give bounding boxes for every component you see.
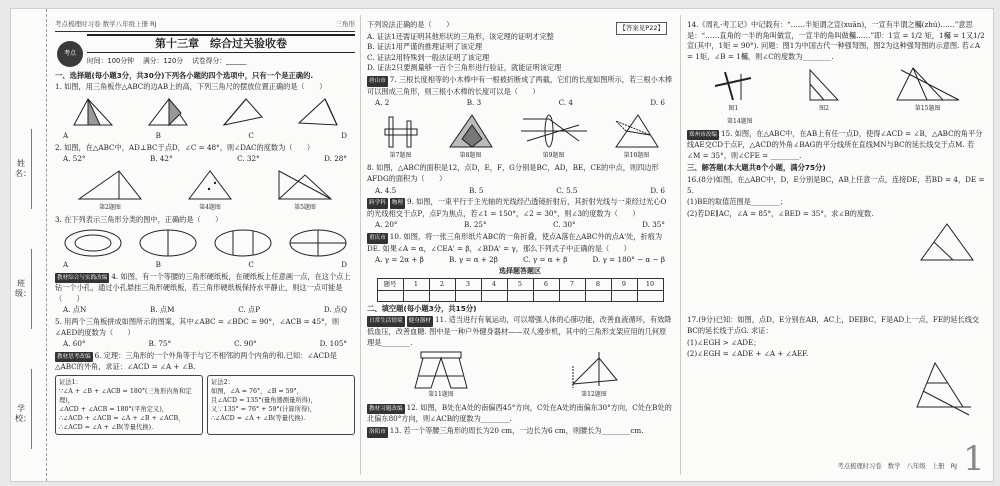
- option: C. 证法2用特殊到一般法证明了该定理: [367, 52, 490, 62]
- answer-grid-title: 选择题答题区: [499, 266, 541, 275]
- answer-grid-header: [377, 279, 663, 291]
- option: B. 5: [469, 185, 484, 195]
- q17-figure: [913, 361, 973, 417]
- q10-figure: [612, 111, 662, 151]
- question-13: [367, 426, 673, 438]
- question-tag: 教材习题改编: [367, 404, 405, 415]
- grid-cell: 8: [585, 279, 611, 291]
- option: B. 证法1用严谨的推理证明了该定理: [367, 42, 483, 52]
- option: C. 4: [558, 98, 573, 108]
- answer-cell[interactable]: [611, 290, 637, 301]
- question-tag: 洛阳市: [367, 427, 388, 438]
- proof-line: ∴∠ACD + ∠ACB = ∠A + ∠B + ∠ACB，: [59, 414, 185, 422]
- answer-grid-row: [377, 290, 663, 301]
- figure-caption: 第8题图: [459, 151, 482, 159]
- option: A. 4.5: [375, 185, 397, 195]
- page-number: 1: [963, 439, 985, 479]
- option: D. 证法2只要测量够一百个三角形进行验证，就能证明该定理: [367, 63, 562, 73]
- column-divider: [680, 15, 681, 475]
- option: C: [248, 130, 254, 140]
- question-10: [367, 232, 673, 254]
- publisher-logo: 考点: [57, 41, 83, 67]
- question-16: 16.(8分)如图，在△ABC中，D，E分别是BC，AB上任意一点，连接DE，若BD = 4，DE = 5.: [687, 174, 985, 195]
- column-1: [55, 19, 355, 459]
- q7-figure: [379, 111, 423, 151]
- q1-figure-d: [295, 95, 341, 129]
- question-text: 13. 若一个等腰三角形的周长为20 cm，一边长为6 cm，则腰长为________cm.: [389, 426, 644, 436]
- option: D. 28°: [324, 154, 347, 164]
- question-3: 3. 在下列表示三角形分类的图中，正确的是（ ）: [55, 215, 223, 225]
- question-16-part2: (2)若DE∥AC，∠A = 85°，∠BED = 35°，求∠B的度数.: [687, 208, 874, 218]
- school-label: 学校：: [15, 404, 31, 423]
- option: C. γ = α + β: [523, 255, 568, 265]
- proof-line: 如图，∠A = 76°，∠B = 59°，: [211, 387, 304, 395]
- question-7: [367, 75, 673, 97]
- question-tag: 日常生活情境: [367, 316, 405, 327]
- option: A. 点N: [63, 305, 87, 315]
- result-field: 试卷得分：______: [192, 57, 247, 66]
- question-16-part1: (1)BE的取值范围是________；: [687, 197, 787, 207]
- answer-reference: 【答案见P22】: [616, 22, 667, 35]
- proof-line: 又∵135° = 76° + 59°(计算所得)，: [211, 405, 317, 413]
- q1-options: [55, 131, 355, 142]
- q3-figure-c: [213, 228, 273, 258]
- option: C. 30°: [553, 220, 576, 230]
- figure-caption: 第11题图: [428, 391, 454, 399]
- option: B. γ = α + 2β: [448, 255, 498, 265]
- class-line: [31, 249, 32, 329]
- q11-q12-figures: [367, 350, 673, 401]
- figure-block: [711, 64, 755, 115]
- q6-options: [367, 32, 673, 74]
- figure-caption: 第9题图: [542, 151, 565, 159]
- answer-cell[interactable]: [429, 290, 455, 301]
- figure-block: [275, 167, 335, 214]
- question-text: 12. 如图，B处在A处的南偏西45°方向，C处在A处的南偏东30°方向，C处在B处的北偏东80°方向，则∠ACB的度数为________.: [367, 402, 672, 424]
- grid-cell: 题号: [377, 279, 403, 291]
- q7-q10-figures: [367, 111, 673, 162]
- section-heading: 三、解答题(本大题共8个小题，满分75分): [687, 163, 826, 173]
- q2-q5-figures: [55, 167, 355, 214]
- crossbow-diagram: [804, 64, 844, 104]
- q2-figure: [75, 167, 145, 203]
- q8-options: [367, 186, 673, 197]
- proof-line: ∵∠A + ∠B + ∠ACB = 180°(三角形内角和定理)，: [59, 387, 192, 404]
- answer-cell[interactable]: [481, 290, 507, 301]
- figure-block: [411, 350, 471, 401]
- question-11: [367, 315, 673, 348]
- option: A: [63, 130, 69, 140]
- answer-cell: [377, 290, 403, 301]
- q3-figure-a: [63, 228, 123, 258]
- question-text: 4. 如图，有一个等腰的三角形硬纸板，在硬纸板上任意画一点，在这个点上钻一个小孔，通过小孔悬挂三角形硬纸板，若三角形硬纸板保持水平静止，则这一点可能是（ ）: [55, 271, 351, 303]
- proof-line: ∠ACD + ∠ACB = 180°(平角定义)，: [59, 405, 169, 413]
- q3-options: [55, 260, 355, 271]
- option: B: [155, 259, 161, 269]
- option: C. 5.5: [556, 185, 578, 195]
- figure-caption: 第14题图: [727, 117, 753, 125]
- question-9: [367, 197, 673, 219]
- option: B. 42°: [150, 154, 173, 164]
- figure-block: [185, 167, 235, 214]
- header-section: 三角形: [335, 20, 355, 28]
- figure-caption: 图2: [819, 105, 829, 113]
- question-text: 9. 如图，一束平行于主光轴的光线经凸透镜折射后，其折射光线与一束经过光心O的光线相交于点P，点F为焦点，若∠1 = 150°，∠2 = 30°，则∠3的度数为（ ）: [367, 197, 667, 218]
- question-text: 7. 三根长度相等的小木棒中有一根被折断成了两截，它们的长度如图所示，若三根小木棒可以围成三角形，则三根小木棒的长度可以是（ ）: [367, 74, 673, 96]
- option: A. 60°: [63, 339, 86, 349]
- section-heading: 一、选择题(每小题3分，共30分)下列各小题的四个选项中，只有一个是正确的.: [55, 70, 314, 80]
- option: C: [248, 259, 254, 269]
- figure-caption: 第12题图: [581, 391, 607, 399]
- question-2: 2. 如图，在△ABC中，AD⊥BC于点D，∠C = 48°，则∠DAC的度数为（ ）: [55, 142, 315, 152]
- option: D. 105°: [319, 339, 347, 349]
- grid-cell: 4: [481, 279, 507, 291]
- figure-caption: 第2题图: [99, 203, 121, 211]
- proof-line: 证法1：: [59, 378, 82, 386]
- q12-figure: [559, 350, 629, 390]
- question-6-continued: 下列说法正确的是（ ）: [367, 20, 454, 29]
- q16-figure-wrap: [687, 220, 987, 264]
- exam-meta: [87, 53, 355, 69]
- figure-caption: 第4题图: [199, 203, 221, 211]
- answer-space[interactable]: [687, 264, 987, 314]
- option: B. 25°: [464, 220, 487, 230]
- grid-cell: 1: [403, 279, 429, 291]
- question-tag: 物理: [390, 198, 405, 209]
- question-12: [367, 403, 673, 425]
- q9-options: [367, 220, 673, 231]
- option: A. 2: [375, 98, 390, 108]
- option: C. 点P: [238, 305, 261, 315]
- proof-boxes: [55, 375, 355, 435]
- proof-line: ∴∠ACD = ∠A + ∠B(等量代换).: [211, 414, 306, 422]
- question-15: [687, 129, 987, 162]
- q1-figures: [55, 95, 355, 129]
- option: A. 证法1还需证明其他形状的三角形，该定理的证明才完整: [367, 31, 554, 41]
- figure-caption: 第15题图: [914, 105, 941, 113]
- binding-gutter: [11, 9, 47, 481]
- proof-1: [55, 375, 203, 435]
- q17-figure-wrap: [687, 361, 987, 417]
- answer-cell[interactable]: [533, 290, 559, 301]
- question-14: 14.《周礼·考工记》中记载有：“……半矩谓之宣(xuān)，一宣有半谓之欘(zhú)……”意思是：“……直角的一半的角叫做宣，一宣半的角叫做欘……”即：1宣 = 1/2 矩，1欘 = 1又1/2宣(其中，1矩 = 90°). 问题：图1为中国古代一种强弩图，图2为这种强弩图的示意图. 若∠A = 1矩，∠B = 1欘，则∠C的度数为________.: [687, 20, 985, 61]
- proof-line: 证法2：: [211, 378, 234, 386]
- question-text: 15. 如图，在△ABC中，在AB上有任一点D，使得∠ACD = ∠B，△ABC的角平分线AE交CD于点F，△ACD的外角∠BAG的平分线所在直线MN与BC的延长线交于点M. 若∠M = 35°，则∠CFE = ________.: [687, 128, 983, 160]
- answer-cell[interactable]: [637, 290, 663, 301]
- option: D: [341, 259, 347, 269]
- option: D. 6: [650, 98, 665, 108]
- crossbow-figure: [711, 64, 755, 104]
- question-tag: 唐山市: [367, 76, 388, 87]
- header-title: 考点梳理时习卷 数学八年级上册 RJ: [55, 20, 157, 28]
- exam-paper: [10, 8, 994, 482]
- proof-line: ∴∠ACD = ∠A + ∠B(等量代换).: [59, 423, 154, 431]
- question-tag: 重庆市: [367, 233, 388, 244]
- q4-figure: [185, 167, 235, 203]
- figure-block: [893, 64, 963, 115]
- question-tag: 健身器材: [407, 316, 433, 327]
- figure-block: [446, 111, 496, 162]
- school-line: [31, 369, 32, 449]
- q1-figure-b: [145, 95, 191, 129]
- option: B: [155, 130, 161, 140]
- grid-cell: 2: [429, 279, 455, 291]
- answer-cell[interactable]: [585, 290, 611, 301]
- proof-line: 且∠ACD = 135°(量角器测量所得)，: [211, 396, 317, 404]
- figure-caption: 第5题图: [294, 203, 316, 211]
- answer-cell[interactable]: [403, 290, 429, 301]
- q4-options: [55, 305, 355, 316]
- figure-block: [519, 111, 589, 162]
- question-17-part1: (1)∠EGH > ∠ADE；: [687, 337, 761, 347]
- grid-cell: 6: [533, 279, 559, 291]
- option: A. 52°: [63, 154, 86, 164]
- question-text: 11. 适当进行有氧运动，可以增强人体的心肺功能，改善血液循环，有效降低血压，改善血糖. 图中是一种户外健身器材——双人漫步机，其中的三角形支架应用的几何原理是________.: [367, 315, 672, 347]
- q3-figures: [55, 228, 355, 258]
- figure-block: [559, 350, 629, 401]
- q7-options: [367, 98, 673, 109]
- option: A. γ = 2α + β: [375, 255, 424, 265]
- option: D. γ = 180° − α − β: [592, 255, 665, 265]
- page-header: [55, 19, 355, 32]
- question-17-part2: (2)∠EGH = ∠ADE + ∠A + ∠AEF.: [687, 349, 809, 359]
- option: D. 点Q: [323, 305, 347, 315]
- grid-cell: 7: [559, 279, 585, 291]
- q16-figure: [917, 220, 977, 264]
- figure-block: [612, 111, 662, 162]
- page-footer: 考点梳理时习卷 数学 八年级 上册 RJ: [837, 463, 957, 470]
- q3-figure-d: [288, 228, 348, 258]
- column-2: [367, 19, 673, 459]
- question-text: 10. 如图，将一张三角形纸片ABC的一角折叠，使点A落在△ABC外的点A'处，折痕为DE. 如果∠A = α，∠CEA' = β，∠BDA' = γ，那么下列式子中正确的是（ ）: [367, 231, 663, 253]
- name-label: 姓名：: [15, 159, 31, 178]
- section-heading: 二、填空题(每小题3分，共15分): [367, 303, 477, 313]
- option: C. 90°: [234, 339, 257, 349]
- question-17: 17.(9分)已知：如图，点D，E分别在AB，AC上，DE∥BC，F是AD上一点，FE的延长线交BC的延长线于点G. 求证：: [687, 315, 980, 335]
- q1-figure-a: [70, 95, 116, 129]
- question-tag: 教材思考改编: [55, 352, 93, 363]
- figure-block: [804, 64, 844, 115]
- option: B. 3: [466, 98, 482, 108]
- figure-caption: 第7题图: [389, 151, 412, 159]
- option: B. 点M: [150, 305, 175, 315]
- figure-caption: 图1: [728, 105, 739, 113]
- q5-figure: [275, 167, 335, 203]
- figure-caption: 第10题图: [623, 151, 650, 159]
- answer-cell[interactable]: [559, 290, 585, 301]
- question-5: 5. 用两个三角板拼成如图所示的图案，其中∠ABC = ∠BDC = 90°，∠ACB = 45°，则∠AED的度数为（ ）: [55, 316, 340, 337]
- option: D: [341, 130, 347, 140]
- figure-block: [75, 167, 145, 214]
- q9-figure: [519, 111, 589, 151]
- question-tag: 郑州市改编: [687, 130, 719, 141]
- name-line: [31, 129, 32, 209]
- figure-block: [379, 111, 423, 162]
- q2-options: [55, 154, 355, 165]
- time-info: 时间：100分钟: [87, 57, 134, 66]
- grid-cell: 3: [455, 279, 481, 291]
- grid-cell: 5: [507, 279, 533, 291]
- grid-cell: 9: [611, 279, 637, 291]
- answer-cell[interactable]: [455, 290, 481, 301]
- column-3: [687, 19, 987, 459]
- class-label: 班级：: [15, 279, 31, 298]
- question-1: 1. 如图，用三角板作△ABC的边AB上的高，下列三角尺的摆放位置正确的是（ ）: [55, 82, 327, 92]
- q5-options: [55, 339, 355, 350]
- option: B. 75°: [148, 339, 172, 349]
- column-divider: [360, 15, 361, 475]
- q10-options: [367, 255, 673, 266]
- question-text: 6. 定理：三角形的一个外角等于与它不相邻的两个内角的和.已知：∠ACD是△ABC的外角，求证：∠ACD = ∠A + ∠B.: [55, 350, 337, 372]
- question-6: [55, 351, 355, 373]
- answer-grid: [377, 278, 664, 302]
- option: D. 6: [650, 185, 665, 195]
- q3-figure-b: [138, 228, 198, 258]
- q14-q15-figures: [687, 64, 987, 115]
- option: D. 35°: [642, 220, 665, 230]
- score-info: 满分：120分: [142, 57, 184, 66]
- question-8: 8. 如图，△ABC的面积是12，点D，E，F，G分别是BC，AD，BE，CE的中点，则四边形AFDG的面积为（ ）: [367, 163, 659, 183]
- q15-figure: [893, 64, 963, 104]
- question-tag: 教材综合与实践改编: [55, 273, 109, 284]
- question-4: [55, 272, 355, 305]
- option: A. 20°: [375, 220, 398, 230]
- option: C. 32°: [237, 154, 260, 164]
- proof-2: [207, 375, 355, 435]
- chapter-title: 第十三章 综合过关验收卷: [87, 34, 355, 54]
- grid-cell: 10: [637, 279, 663, 291]
- option: A: [63, 259, 69, 269]
- question-tag: 跨学科: [367, 198, 388, 209]
- q11-figure: [411, 350, 471, 390]
- answer-cell[interactable]: [507, 290, 533, 301]
- q8-figure: [446, 111, 496, 151]
- q1-figure-c: [220, 95, 266, 129]
